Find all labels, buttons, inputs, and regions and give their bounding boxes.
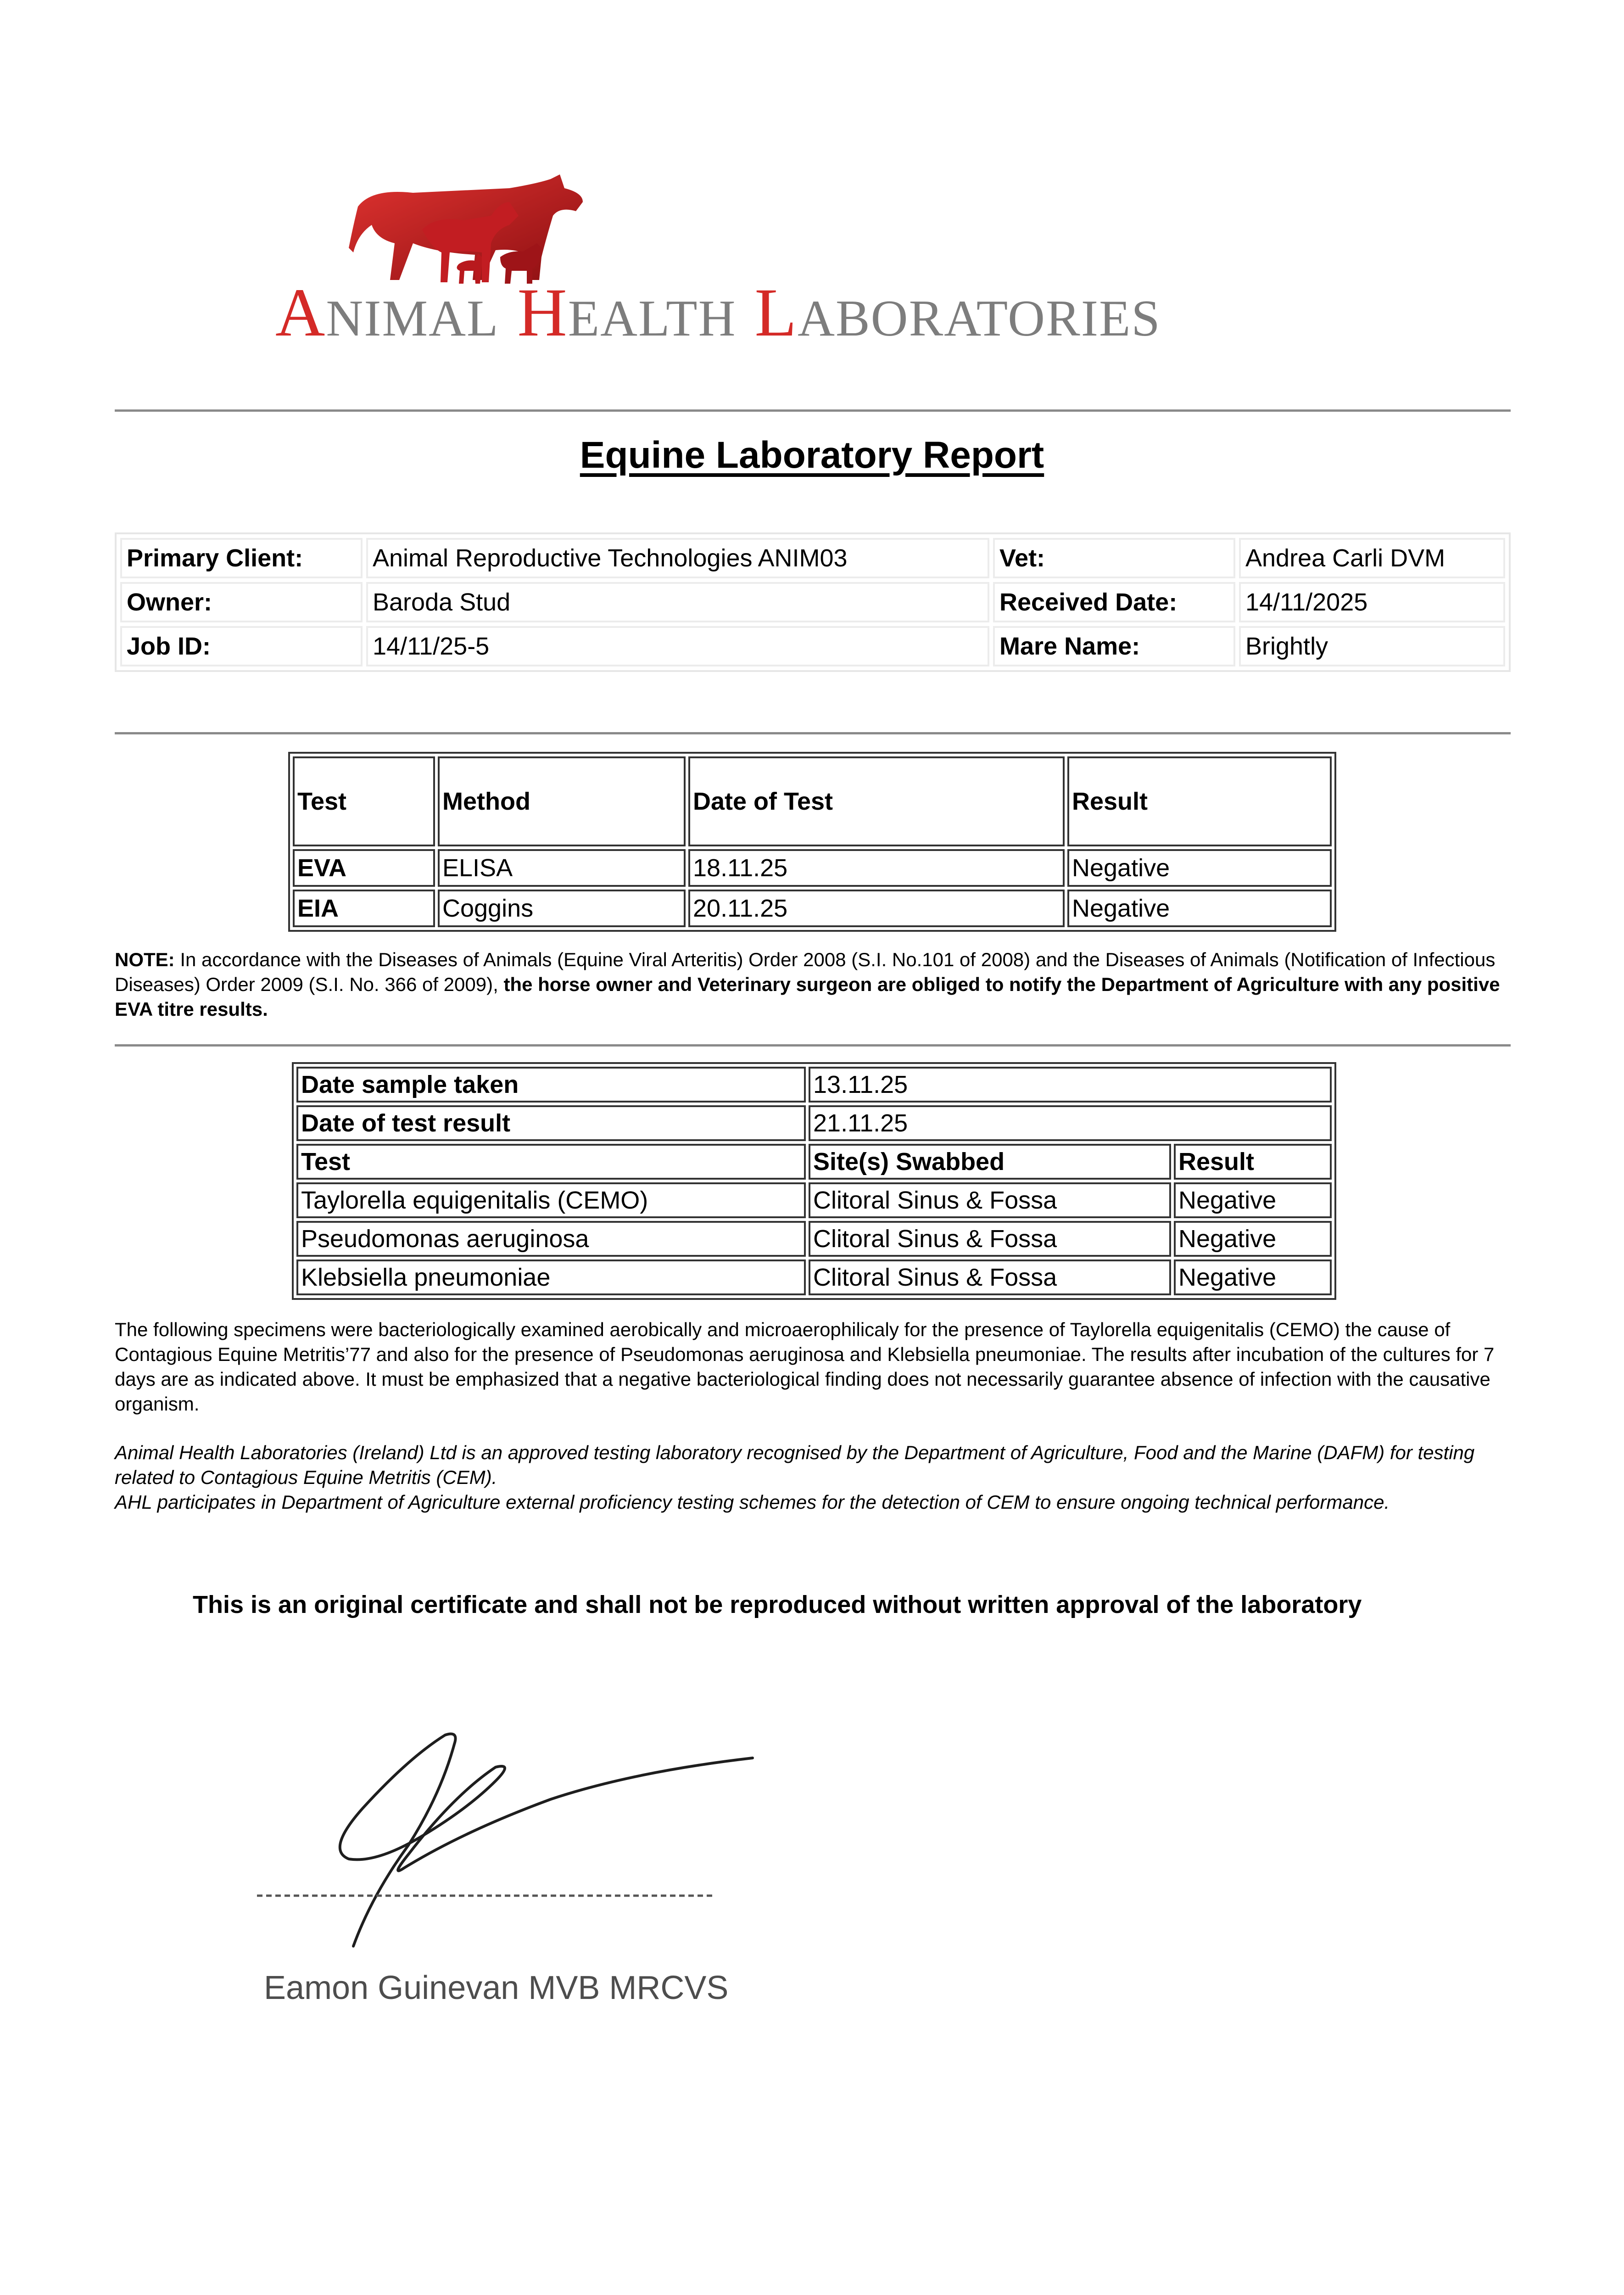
- organism: Pseudomonas aeruginosa: [296, 1221, 806, 1257]
- test-name: EIA: [293, 890, 435, 927]
- test-method: Coggins: [438, 890, 686, 927]
- table-row: [296, 1221, 1332, 1257]
- owner-value: Baroda Stud: [366, 582, 989, 622]
- note-bold-text: the horse owner and Veterinary surgeon are obliged to notify the Department of Agriculture with any positive EVA titre results.: [115, 974, 1500, 1020]
- column-header: Test: [296, 1144, 806, 1180]
- vet-value: Andrea Carli DVM: [1239, 538, 1505, 578]
- table-row: [296, 1067, 1332, 1103]
- job-id-label: Job ID:: [120, 626, 363, 666]
- logo-wordmark: ANIMAL HEALTH LABORATORIES: [275, 274, 1161, 351]
- column-header: Method: [438, 756, 686, 846]
- accreditation-statement: [115, 1440, 1511, 1515]
- signature-image: [257, 1730, 771, 1969]
- received-date-label: Received Date:: [993, 582, 1235, 622]
- owner-label: Owner:: [120, 582, 363, 622]
- job-id-value: 14/11/25-5: [366, 626, 989, 666]
- mare-name-label: Mare Name:: [993, 626, 1235, 666]
- swab-site: Clitoral Sinus & Fossa: [809, 1259, 1171, 1295]
- divider: [115, 732, 1511, 734]
- table-header-row: [293, 756, 1332, 846]
- swab-result: Negative: [1174, 1259, 1332, 1295]
- sample-taken-label: Date sample taken: [296, 1067, 806, 1103]
- primary-client-label: Primary Client:: [120, 538, 363, 578]
- sample-taken-value: 13.11.25: [809, 1067, 1332, 1103]
- swab-result: Negative: [1174, 1182, 1332, 1218]
- test-result-date-label: Date of test result: [296, 1105, 806, 1141]
- signer-name: Eamon Guinevan MVB MRCVS: [264, 1970, 729, 2006]
- table-row: [293, 849, 1332, 887]
- table-row: [296, 1105, 1332, 1141]
- table-row: [120, 538, 1505, 578]
- divider: [115, 1044, 1511, 1047]
- table-row: [296, 1182, 1332, 1218]
- test-date: 20.11.25: [688, 890, 1065, 927]
- test-date: 18.11.25: [688, 849, 1065, 887]
- table-row: [120, 582, 1505, 622]
- swab-result: Negative: [1174, 1221, 1332, 1257]
- original-certificate-notice: This is an original certificate and shall not be reproduced without written approval of the laboratory: [193, 1591, 1362, 1618]
- column-header: Result: [1067, 756, 1332, 846]
- test-name: EVA: [293, 849, 435, 887]
- table-header-row: [296, 1144, 1332, 1180]
- bacteriology-table: [292, 1062, 1336, 1300]
- note-label: NOTE:: [115, 949, 175, 970]
- organism: Taylorella equigenitalis (CEMO): [296, 1182, 806, 1218]
- method-paragraph: The following specimens were bacteriologically examined aerobically and microaerophilicaly for the presence of Taylorella equigenitalis (CEMO) the cause of Contagious Equine Metritis’77 and also for the presence of Pseudomonas aeruginosa and Klebsiella pneumoniae. The results after incubation of the cultures for 7 days are as indicated above. It must be emphasized that a negative bacteriological finding does not necessarily guarantee absence of infection with the causative organism.: [115, 1319, 1495, 1415]
- test-method: ELISA: [438, 849, 686, 887]
- swab-site: Clitoral Sinus & Fossa: [809, 1182, 1171, 1218]
- accreditation-line: Animal Health Laboratories (Ireland) Ltd is an approved testing laboratory recognised by the Department of Agriculture, Food and the Marine (DAFM) for testing related to Contagious Equine Metritis (CEM).: [115, 1442, 1475, 1488]
- test-result-date-value: 21.11.25: [809, 1105, 1332, 1141]
- column-header: Date of Test: [688, 756, 1065, 846]
- animals-logo-icon: [344, 174, 702, 285]
- mare-name-value: Brightly: [1239, 626, 1505, 666]
- report-title: Equine Laboratory Report: [580, 434, 1044, 476]
- accreditation-line: AHL participates in Department of Agriculture external proficiency testing schemes for the detection of CEM to ensure ongoing technical performance.: [115, 1491, 1390, 1513]
- primary-client-value: Animal Reproductive Technologies ANIM03: [366, 538, 989, 578]
- test-result: Negative: [1067, 890, 1332, 927]
- received-date-value: 14/11/2025: [1239, 582, 1505, 622]
- client-info-table: [115, 532, 1511, 672]
- table-row: [293, 890, 1332, 927]
- organism: Klebsiella pneumoniae: [296, 1259, 806, 1295]
- vet-label: Vet:: [993, 538, 1235, 578]
- eva-note: [115, 947, 1511, 1022]
- column-header: Site(s) Swabbed: [809, 1144, 1171, 1180]
- divider: [115, 409, 1511, 412]
- table-row: [296, 1259, 1332, 1295]
- swab-site: Clitoral Sinus & Fossa: [809, 1221, 1171, 1257]
- table-row: [120, 626, 1505, 666]
- column-header: Result: [1174, 1144, 1332, 1180]
- test-result: Negative: [1067, 849, 1332, 887]
- note-text: In accordance with the Diseases of Animals (Equine Viral Arteritis) Order 2008 (S.I. No.101 of 2008) and the Diseases of Animals (Notification of Infectious Diseases) Order 2009 (S.I. No. 366 of 2009),: [115, 949, 1496, 995]
- column-header: Test: [293, 756, 435, 846]
- virology-tests-table: [288, 752, 1336, 932]
- lab-logo: [275, 174, 1349, 351]
